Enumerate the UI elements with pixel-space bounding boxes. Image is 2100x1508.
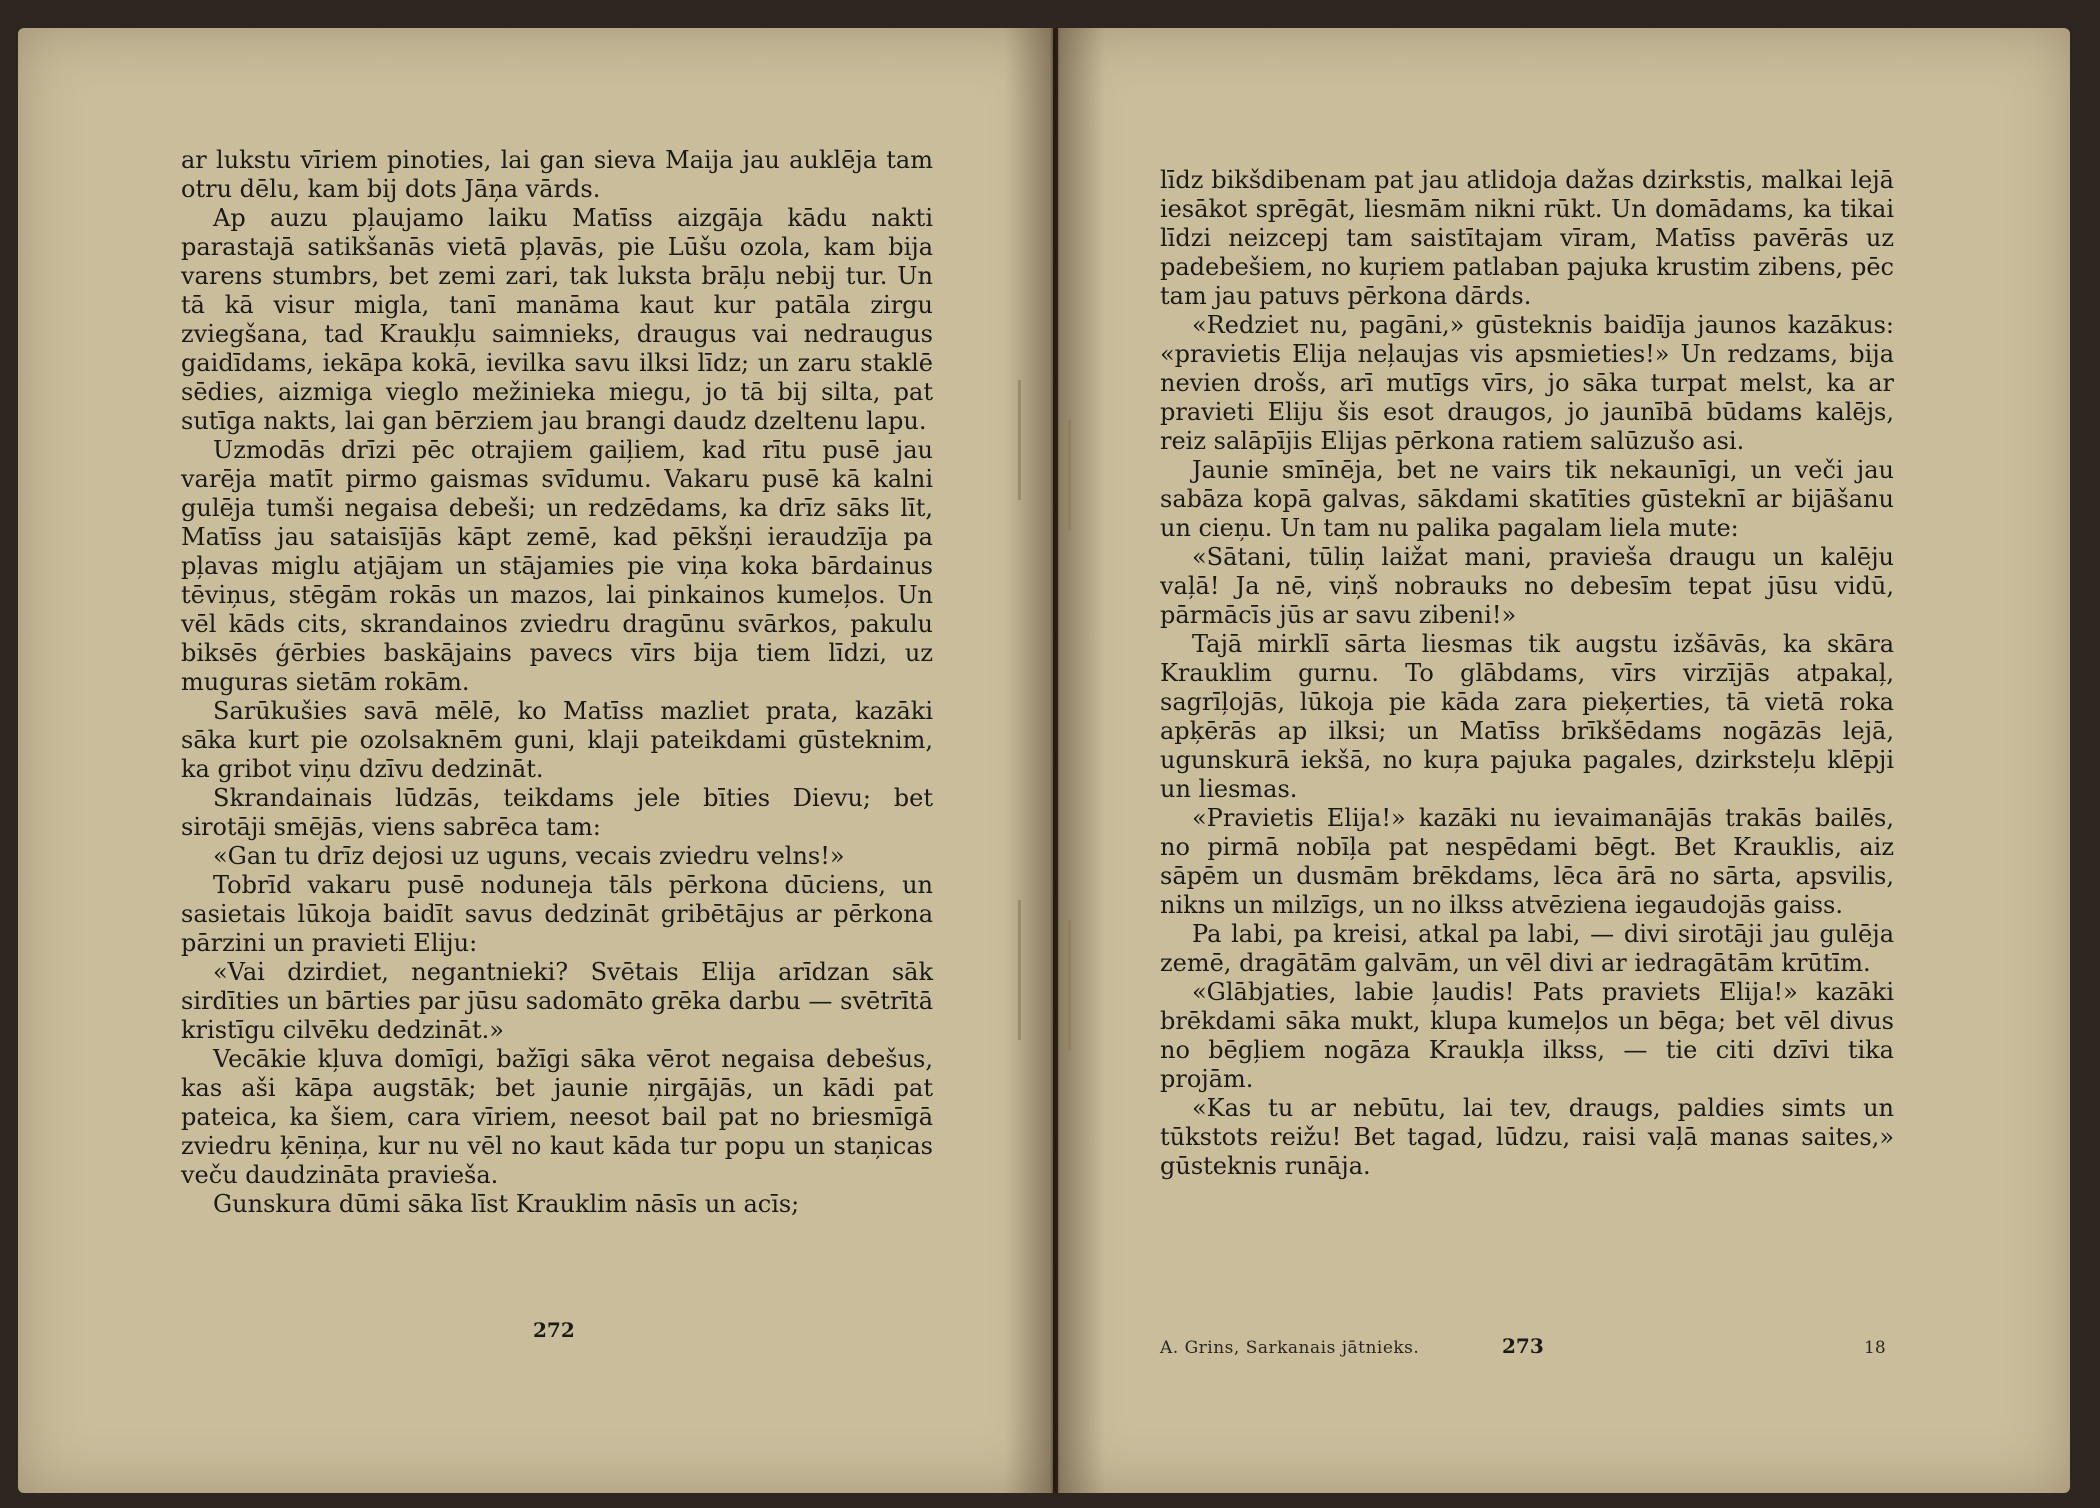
signature-mark: 18	[1864, 1338, 1886, 1358]
binding-thread	[1068, 920, 1071, 1050]
paragraph: «Redziet nu, pagāni,» gūsteknis baidīja jaunos kazākus: «pravietis Elija neļaujas vis apsmieties!» Un redzams, bija nevien drošs, arī mutīgs vīrs, jo sāka turpat melst, ka ar pravieti Eliju šis esot draugos, jo jaunībā būdams kalējs, reiz salāpījis Elijas pērkona ratiem salūzušo asi.	[1160, 311, 1894, 455]
paragraph: Vecākie kļuva domīgi, bažīgi sāka vērot negaisa debešus, kas aši kāpa augstāk; bet jaunie ņirgājās, un kādi pat pateica, ka šiem, cara vīriem, neesot bail pat no briesmīgā zviedru ķēniņa, kur nu vēl no kaut kāda tur popu un staņicas veču daudzināta pravieša.	[181, 1045, 933, 1189]
paragraph: «Glābjaties, labie ļaudis! Pats praviets Elija!» kazāki brēkdami sāka mukt, klupa kumeļos un bēga; bet vēl divus no bēgļiem nogāza Kraukļa ilkss, — tie citi dzīvi tika projām.	[1160, 978, 1894, 1093]
binding-thread	[1018, 900, 1021, 1040]
right-page-text	[1160, 166, 1894, 1181]
binding-thread	[1068, 420, 1071, 530]
paragraph: «Kas tu ar nebūtu, lai tev, draugs, paldies simts un tūkstots reižu! Bet tagad, lūdzu, raisi vaļā manas saites,» gūsteknis runāja.	[1160, 1094, 1894, 1180]
paragraph: ar lukstu vīriem pinoties, lai gan sieva Maija jau auklēja tam otru dēlu, kam bij dots Jāņa vārds.	[181, 146, 933, 203]
paragraph: Jaunie smīnēja, bet ne vairs tik nekaunīgi, un veči jau sabāza kopā galvas, sākdami skatīties gūsteknī ar bijāšanu un cieņu. Un tam nu palika pagalam liela mute:	[1160, 456, 1894, 542]
paragraph: «Vai dzirdiet, negantnieki? Svētais Elija arīdzan sāk sirdīties un bārties par jūsu sadomāto grēka darbu — svētrītā kristīgu cilvēku dedzināt.»	[181, 958, 933, 1044]
paragraph: «Sātani, tūliņ laižat mani, pravieša draugu un kalēju vaļā! Ja nē, viņš nobrauks no debesīm tepat jūsu vidū, pārmācīs jūs ar savu zibeni!»	[1160, 543, 1894, 629]
left-page-text	[181, 146, 933, 1219]
footer-book-title: A. Grins, Sarkanais jātnieks.	[1160, 1338, 1420, 1358]
paragraph: Sarūkušies savā mēlē, ko Matīss mazliet prata, kazāki sāka kurt pie ozolsaknēm guni, klaji pateikdami gūsteknim, ka gribot viņu dzīvu dedzināt.	[181, 697, 933, 783]
page-number-left: 272	[533, 1318, 575, 1342]
paragraph: «Pravietis Elija!» kazāki nu ievaimanājās trakās bailēs, no pirmā nobīļa pat nespēdami bēgt. Bet Krauklis, aiz sāpēm un dusmām brēkdams, lēca ārā no sārta, apsvilis, nikns un milzīgs, un no ilkss atvēziena iegaudojās gaiss.	[1160, 804, 1894, 919]
binding-thread	[1018, 380, 1021, 500]
paragraph: Tobrīd vakaru pusē noduneja tāls pērkona dūciens, un sasietais lūkoja baidīt savus dedzināt gribētājus ar pērkona pārzini un pravieti Eliju:	[181, 871, 933, 957]
paragraph: Skrandainais lūdzās, teikdams jele bīties Dievu; bet sirotāji smējās, viens sabrēca tam:	[181, 784, 933, 841]
paragraph: «Gan tu drīz dejosi uz uguns, vecais zviedru velns!»	[213, 842, 845, 870]
paragraph: Tajā mirklī sārta liesmas tik augstu izšāvās, ka skāra Krauklim gurnu. To glābdams, vīrs virzījās atpakaļ, sagrīļojās, lūkoja pie kāda zara pieķerties, tā vietā roka apķērās ap ilksi; un Matīss brīkšēdams nogāzās lejā, ugunskurā iekšā, no kuŗa pajuka pagales, dzirksteļu klēpji un liesmas.	[1160, 630, 1894, 803]
paragraph: Ap auzu pļaujamo laiku Matīss aizgāja kādu nakti parastajā satikšanās vietā pļavās, pie Lūšu ozola, kam bija varens stumbrs, bet zemi zari, tak luksta brāļu nebij tur. Un tā kā visur migla, tanī manāma kaut kur patāla zirgu zviegšana, tad Kraukļu saimnieks, draugus vai nedraugus gaidīdams, iekāpa kokā, ievilka savu ilksi līdz; un zaru staklē sēdies, aizmiga vieglo mežinieka miegu, jo tā bij silta, pat sutīga nakts, lai gan bērziem jau brangi daudz dzeltenu lapu.	[181, 204, 933, 435]
paragraph: Uzmodās drīzi pēc otrajiem gaiļiem, kad rītu pusē jau varēja matīt pirmo gaismas svīdumu. Vakaru pusē kā kalni gulēja tumši negaisa debeši; un redzēdams, ka drīz sāks līt, Matīss jau sataisījās kāpt zemē, kad pēkšņi ieraudzīja pa pļavas miglu atjājam un stājamies pie viņa koka bārdainus tēviņus, stēgām rokās un mazos, lai pinkainos kumeļos. Un vēl kāds cits, skrandainos zviedru dragūnu svārkos, pakulu biksēs ģērbies baskājains pavecs vīrs bija tiem līdzi, uz muguras sietām rokām.	[181, 436, 933, 696]
left-page	[18, 28, 1053, 1493]
paragraph: Pa labi, pa kreisi, atkal pa labi, — divi sirotāji jau gulēja zemē, dragātām galvām, un vēl divi ar iedragātām krūtīm.	[1160, 920, 1894, 977]
page-number-right: 273	[1502, 1334, 1544, 1358]
paragraph: līdz bikšdibenam pat jau atlidoja dažas dzirkstis, malkai lejā iesākot sprēgāt, liesmām nikni rūkt. Un domādams, ka tikai līdzi neizcepj tam saistītajam vīram, Matīss pavērās uz padebešiem, no kuŗiem patlaban pajuka krustim zibens, pēc tam jau patuvs pērkona dārds.	[1160, 166, 1894, 310]
paragraph: Gunskura dūmi sāka līst Krauklim nāsīs un acīs;	[213, 1190, 800, 1218]
right-page	[1058, 28, 2070, 1493]
